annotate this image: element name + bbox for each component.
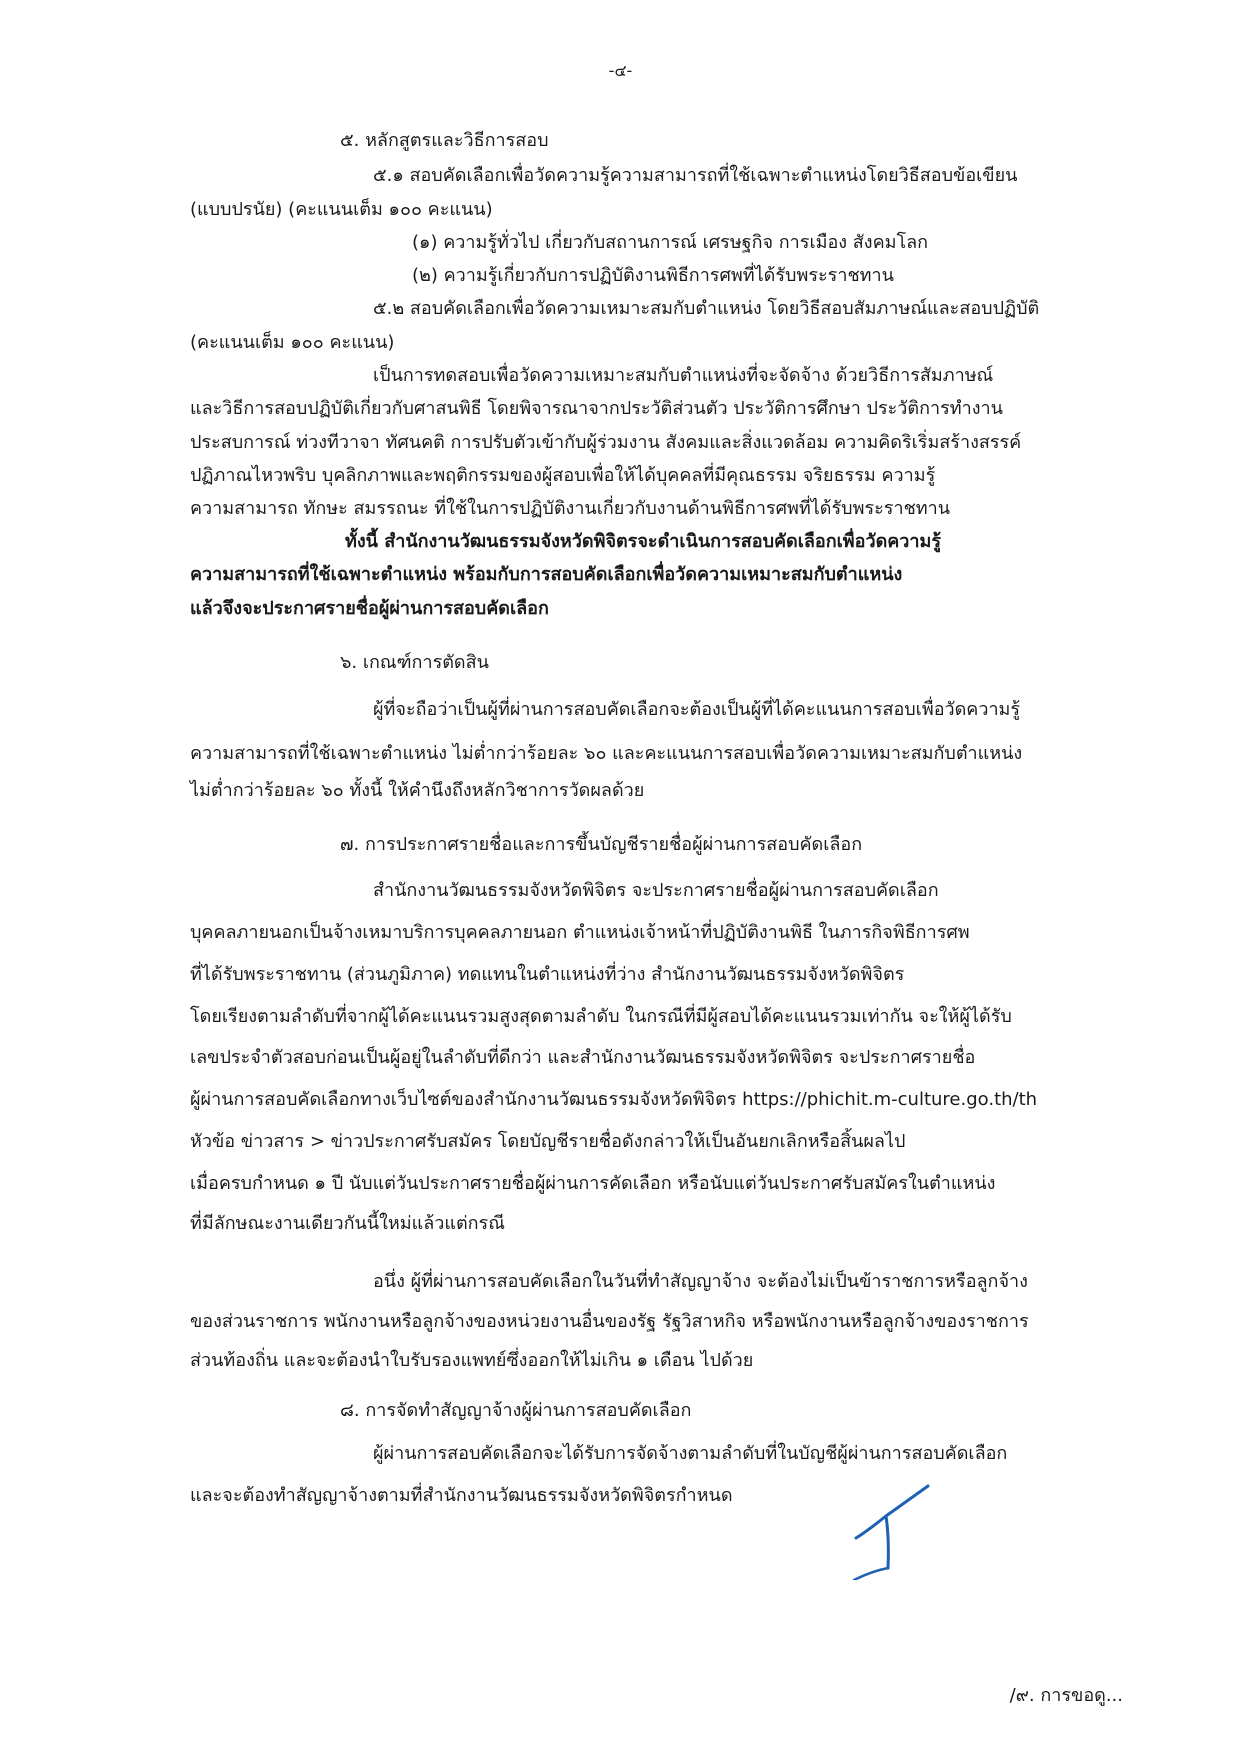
continuation-footer: /๙. การขอดู...	[1009, 1685, 1123, 1706]
section-heading: ๘. การจัดทำสัญญาจ้างผู้ผ่านการสอบคัดเลือก	[340, 1400, 692, 1421]
body-line: ทั้งนี้ สำนักงานวัฒนธรรมจังหวัดพิจิตรจะดำเนินการสอบคัดเลือกเพื่อวัดความรู้	[345, 531, 942, 552]
body-line: สำนักงานวัฒนธรรมจังหวัดพิจิตร จะประกาศรายชื่อผู้ผ่านการสอบคัดเลือก	[373, 880, 939, 901]
body-line: ความสามารถ ทักษะ สมรรถนะ ที่ใช้ในการปฏิบัติงานเกี่ยวกับงานด้านพิธีการศพที่ได้รับพระราชทาน	[190, 498, 951, 519]
body-line: (คะแนนเต็ม ๑๐๐ คะแนน)	[190, 332, 395, 353]
body-line: เมื่อครบกำหนด ๑ ปี นับแต่วันประกาศรายชื่อผู้ผ่านการคัดเลือก หรือนับแต่วันประกาศรับสมัครในตำแหน่ง	[190, 1173, 996, 1194]
body-line: ของส่วนราชการ พนักงานหรือลูกจ้างของหน่วยงานอื่นของรัฐ รัฐวิสาหกิจ หรือพนักงานหรือลูกจ้างของราชการ	[190, 1311, 1029, 1332]
body-line: ที่มีลักษณะงานเดียวกันนี้ใหม่แล้วแต่กรณี	[190, 1213, 505, 1234]
body-line: ไม่ต่ำกว่าร้อยละ ๖๐ ทั้งนี้ ให้คำนึงถึงหลักวิชาการวัดผลด้วย	[190, 780, 645, 801]
body-line: เป็นการทดสอบเพื่อวัดความเหมาะสมกับตำแหน่งที่จะจัดจ้าง ด้วยวิธีการสัมภาษณ์	[373, 365, 994, 386]
body-line: ปฏิภาณไหวพริบ บุคลิกภาพและพฤติกรรมของผู้สอบเพื่อให้ได้บุคคลที่มีคุณธรรม จริยธรรม ความรู้	[190, 465, 936, 486]
body-line: ความสามารถที่ใช้เฉพาะตำแหน่ง ไม่ต่ำกว่าร้อยละ ๖๐ และคะแนนการสอบเพื่อวัดความเหมาะสมกับตำแหน่ง	[190, 743, 1023, 764]
body-line: อนึ่ง ผู้ที่ผ่านการสอบคัดเลือกในวันที่ทำสัญญาจ้าง จะต้องไม่เป็นข้าราชการหรือลูกจ้าง	[373, 1271, 1028, 1292]
body-line: แล้วจึงจะประกาศรายชื่อผู้ผ่านการสอบคัดเลือก	[190, 598, 549, 619]
body-line: ผู้ผ่านการสอบคัดเลือกทางเว็บไซต์ของสำนักงานวัฒนธรรมจังหวัดพิจิตร https://phichit.m-culture.go.th/th	[190, 1089, 1038, 1110]
body-line: และวิธีการสอบปฏิบัติเกี่ยวกับศาสนพิธี โดยพิจารณาจากประวัติส่วนตัว ประวัติการศึกษา ประวัติการทำงาน	[190, 398, 1003, 419]
body-line: ๕.๑ สอบคัดเลือกเพื่อวัดความรู้ความสามารถที่ใช้เฉพาะตำแหน่งโดยวิธีสอบข้อเขียน	[373, 165, 1018, 186]
body-line: หัวข้อ ข่าวสาร > ข่าวประกาศรับสมัคร โดยบัญชีรายชื่อดังกล่าวให้เป็นอันยกเลิกหรือสิ้นผลไป	[190, 1131, 906, 1152]
signature-mark	[842, 1470, 942, 1580]
body-line: ประสบการณ์ ท่วงทีวาจา ทัศนคติ การปรับตัวเข้ากับผู้ร่วมงาน สังคมและสิ่งแวดล้อม ความคิดริเริ่มสร้างสรรค์	[190, 432, 1022, 453]
body-line: (แบบปรนัย) (คะแนนเต็ม ๑๐๐ คะแนน)	[190, 199, 493, 220]
section-heading: ๖. เกณฑ์การตัดสิน	[340, 652, 489, 673]
page-number: -๔-	[608, 61, 633, 80]
body-line: และจะต้องทำสัญญาจ้างตามที่สำนักงานวัฒนธรรมจังหวัดพิจิตรกำหนด	[190, 1485, 733, 1506]
body-line: โดยเรียงตามลำดับที่จากผู้ได้คะแนนรวมสูงสุดตามลำดับ ในกรณีที่มีผู้สอบได้คะแนนรวมเท่ากัน จะให้ผู้ได้รับ	[190, 1006, 1012, 1027]
section-heading: ๗. การประกาศรายชื่อและการขึ้นบัญชีรายชื่อผู้ผ่านการสอบคัดเลือก	[340, 834, 863, 855]
body-line: ความสามารถที่ใช้เฉพาะตำแหน่ง พร้อมกับการสอบคัดเลือกเพื่อวัดความเหมาะสมกับตำแหน่ง	[190, 564, 903, 585]
body-line: บุคคลภายนอกเป็นจ้างเหมาบริการบุคคลภายนอก ตำแหน่งเจ้าหน้าที่ปฏิบัติงานพิธี ในภารกิจพิธีการศพ	[190, 922, 970, 943]
body-line: เลขประจำตัวสอบก่อนเป็นผู้อยู่ในลำดับที่ดีกว่า และสำนักงานวัฒนธรรมจังหวัดพิจิตร จะประกาศรายชื่อ	[190, 1047, 976, 1068]
body-line: ๕.๒ สอบคัดเลือกเพื่อวัดความเหมาะสมกับตำแหน่ง โดยวิธีสอบสัมภาษณ์และสอบปฏิบัติ	[373, 298, 1040, 319]
section-heading: ๕. หลักสูตรและวิธีการสอบ	[340, 130, 549, 151]
body-line: (๒) ความรู้เกี่ยวกับการปฏิบัติงานพิธีการศพที่ได้รับพระราชทาน	[412, 265, 894, 286]
body-line: ผู้ผ่านการสอบคัดเลือกจะได้รับการจัดจ้างตามลำดับที่ในบัญชีผู้ผ่านการสอบคัดเลือก	[373, 1443, 1008, 1464]
body-line: ที่ได้รับพระราชทาน (ส่วนภูมิภาค) ทดแทนในตำแหน่งที่ว่าง สำนักงานวัฒนธรรมจังหวัดพิจิตร	[190, 964, 905, 985]
body-line: ผู้ที่จะถือว่าเป็นผู้ที่ผ่านการสอบคัดเลือกจะต้องเป็นผู้ที่ได้คะแนนการสอบเพื่อวัดความรู้	[373, 699, 1021, 720]
body-line: ส่วนท้องถิ่น และจะต้องนำใบรับรองแพทย์ซึ่งออกให้ไม่เกิน ๑ เดือน ไปด้วย	[190, 1350, 754, 1371]
body-line: (๑) ความรู้ทั่วไป เกี่ยวกับสถานการณ์ เศรษฐกิจ การเมือง สังคมโลก	[412, 232, 929, 253]
